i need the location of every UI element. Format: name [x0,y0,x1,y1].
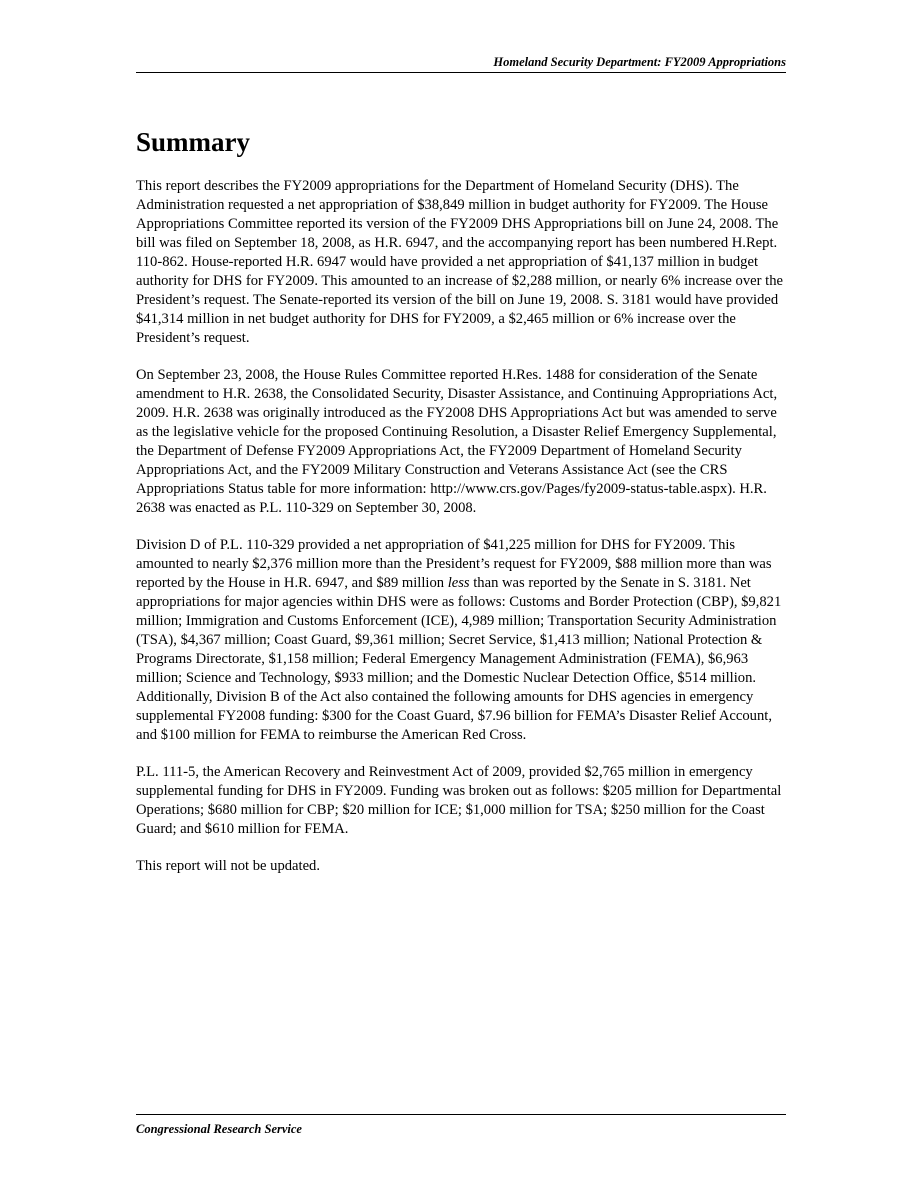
emphasis-less: less [447,575,470,591]
summary-body [136,177,788,894]
paragraph-division-d-part1: Division D of P.L. 110-329 provided a net appropriation of $41,225 million for DHS for FY2009. This amounted to nearly $2,376 million more than the President’s request for FY2009, $88 million more than was reported by the House in H.R. 6947, and $89 million [136,537,772,591]
paragraph-closing: This report will not be updated. [136,858,321,874]
running-footer: Congressional Research Service [136,1122,302,1136]
paragraph-recovery-act: P.L. 111-5, the American Recovery and Reinvestment Act of 2009, provided $2,765 million in emergency supplemental funding for DHS in FY2009. Funding was broken out as follows: $205 million for Departmental Operations; $680 million for CBP; $20 million for ICE; $1,000 million for TSA; $250 million for the Coast Guard; and $610 million for FEMA. [136,764,782,837]
running-header: Homeland Security Department: FY2009 Appropriations [493,55,786,69]
footer-divider [136,1114,786,1115]
paragraph-overview: This report describes the FY2009 appropriations for the Department of Homeland Security (DHS). The Administration requested a net appropriation of $38,849 million in budget authority for FY2009. The House Appropriations Committee reported its version of the FY2009 DHS Appropriations bill on June 24, 2008. The bill was filed on September 18, 2008, as H.R. 6947, and the accompanying report has been numbered H.Rept. 110-862. House-reported H.R. 6947 would have provided a net appropriation of $41,137 million in budget authority for DHS for FY2009. This amounted to an increase of $2,288 million, or nearly 6% increase over the President’s request. The Senate-reported its version of the bill on June 19, 2008. S. 3181 would have provided $41,314 million in net budget authority for DHS for FY2009, a $2,465 million or 6% increase over the President’s request. [136,178,783,346]
section-title: Summary [136,127,250,157]
paragraph-division-d-part2: than was reported by the Senate in S. 3181. Net appropriations for major agencies within DHS were as follows: Customs and Border Protection (CBP), $9,821 million; Immigration and Customs Enforcement (ICE), 4,989 million; Transportation Security Administration (TSA), $4,367 million; Coast Guard, $9,361 million; Secret Service, $1,413 million; National Protection & Programs Directorate, $1,158 million; Federal Emergency Management Administration (FEMA), $6,963 million; Science and Technology, $933 million; and the Domestic Nuclear Detection Office, $514 million. Additionally, Division B of the Act also contained the following amounts for DHS agencies in emergency supplemental FY2008 funding: $300 for the Coast Guard, $7.96 billion for FEMA’s Disaster Relief Account, and $100 million for FEMA to reimburse the American Red Cross. [136,575,782,743]
paragraph-hr2638: On September 23, 2008, the House Rules Committee reported H.Res. 1488 for consideration of the Senate amendment to H.R. 2638, the Consolidated Security, Disaster Assistance, and Continuing Appropriations Act, 2009. H.R. 2638 was originally introduced as the FY2008 DHS Appropriations Act but was amended to serve as the legislative vehicle for the proposed Continuing Resolution, a Disaster Relief Emergency Supplemental, the Department of Defense FY2009 Appropriations Act, the FY2009 Department of Homeland Security Appropriations Act, and the FY2009 Military Construction and Veterans Assistance Act (see the CRS Appropriations Status table for more information: http://www.crs.gov/Pages/fy2009-status-table.aspx). H.R. 2638 was enacted as P.L. 110-329 on September 30, 2008. [136,367,778,516]
header-divider [136,72,786,73]
paragraph-division-d [136,536,788,745]
